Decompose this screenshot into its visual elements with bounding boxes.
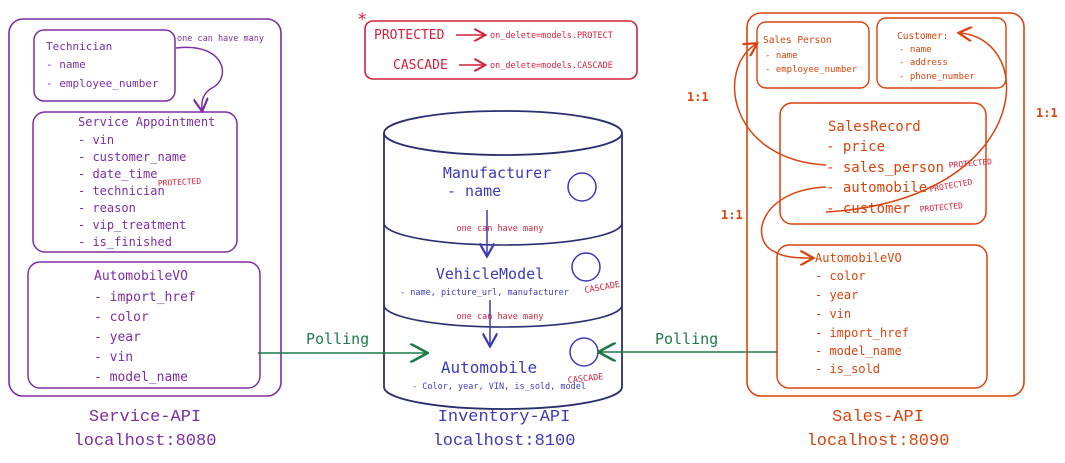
legend-cascade-label: CASCADE	[393, 58, 448, 73]
inventory-api-name: Inventory-API	[437, 408, 571, 427]
salesrecord-field: - price	[826, 139, 886, 155]
service-automobilevo-field: - year	[94, 330, 141, 345]
vehiclemodel-title: VehicleModel	[435, 265, 545, 283]
appointment-technician-tag: PROTECTED	[157, 176, 202, 188]
polling	[258, 330, 778, 353]
appointment-field: - customer_name	[78, 150, 187, 164]
salesperson-field: - employee_number	[765, 65, 858, 75]
inventory-api	[384, 111, 622, 451]
sales-automobilevo-title: AutomobileVO	[815, 251, 902, 265]
automobile-tag: CASCADE	[567, 372, 604, 386]
polling-left-label: Polling	[306, 330, 370, 348]
appointment-field: - date_time	[78, 167, 158, 181]
automobile-fields: - Color, year, VIN, is_sold, model	[412, 382, 586, 392]
service-automobilevo-title: AutomobileVO	[94, 269, 188, 284]
legend-asterisk: *	[357, 10, 368, 30]
service-api-name: Service-API	[88, 408, 202, 427]
salesrecord-tag: PROTECTED	[948, 157, 993, 170]
service-api	[9, 19, 281, 451]
legend	[357, 10, 637, 79]
sales-api-name: Sales-API	[832, 408, 924, 427]
customer-field: - address	[899, 58, 948, 68]
automobile-node-icon	[570, 338, 598, 366]
manufacturer-field: - name	[447, 182, 502, 200]
service-automobilevo-field: - model_name	[94, 370, 188, 385]
vehiclemodel-tag: CASCADE	[583, 279, 621, 296]
inventory-api-host: localhost:8100	[432, 432, 576, 451]
automobile-title: Automobile	[440, 358, 538, 377]
customer-title: Customer:	[897, 31, 949, 42]
salesrecord-field: - sales_person	[826, 160, 945, 176]
inventory-relation-1: one can have many	[456, 224, 544, 234]
inventory-relation-2: one can have many	[456, 312, 544, 322]
technician-field: - name	[46, 58, 86, 71]
customer-field: - name	[899, 45, 932, 55]
sales-ratio-right-top: 1:1	[1036, 106, 1058, 120]
salesperson-title: Sales Person	[763, 35, 832, 46]
service-api-host: localhost:8080	[73, 432, 217, 451]
appointment-field: - reason	[78, 201, 136, 215]
sales-automobilevo-field: - color	[815, 269, 866, 283]
legend-cascade-value: on_delete=models.CASCADE	[490, 61, 613, 71]
service-automobilevo-field: - import_href	[94, 290, 196, 305]
appointment-field: - vip_treatment	[78, 218, 187, 232]
technician-title: Technician	[46, 40, 113, 53]
appointment-field: - is_finished	[78, 235, 172, 249]
technician-field: - employee_number	[46, 77, 159, 90]
service-automobilevo-field: - vin	[94, 350, 134, 365]
legend-protected-label: PROTECTED	[374, 28, 445, 43]
salesrecord-title: SalesRecord	[828, 119, 921, 135]
customer-field: - phone_number	[899, 72, 975, 82]
sales-api-host: localhost:8090	[806, 432, 950, 451]
sales-automobilevo-box	[777, 245, 987, 388]
salesperson-field: - name	[765, 51, 798, 61]
sales-automobilevo-field: - vin	[815, 307, 852, 321]
sales-api	[687, 13, 1058, 451]
sales-ratio-left-top: 1:1	[687, 90, 709, 104]
polling-right-label: Polling	[655, 330, 719, 348]
service-relation-note: one can have many	[177, 34, 264, 44]
salesrecord-tag: PROTECTED	[919, 201, 964, 214]
manufacturer-node-icon	[568, 173, 596, 201]
inventory-cylinder-top	[384, 111, 622, 155]
salesrecord-tag: PROTECTED	[928, 177, 974, 194]
service-api-container	[9, 19, 281, 396]
manufacturer-title: Manufacturer	[442, 164, 552, 182]
sales-ratio-left-bottom: 1:1	[721, 208, 743, 222]
service-automobilevo-field: - color	[94, 310, 149, 325]
sales-automobilevo-field: - is_sold	[815, 362, 881, 376]
appointment-field: - technician	[78, 184, 165, 198]
salesrecord-field: - customer	[826, 201, 911, 217]
sales-automobilevo-field: - year	[815, 288, 859, 302]
vehiclemodel-node-icon	[572, 253, 600, 281]
salesrecord-to-automobilevo-arrow	[762, 187, 826, 258]
legend-protected-value: on_delete=models.PROTECT	[490, 31, 613, 41]
sales-automobilevo-field: - model_name	[815, 344, 902, 358]
appointment-title: Service Appointment	[78, 115, 216, 129]
appointment-field: - vin	[78, 133, 115, 147]
technician-to-appointment-arrow	[176, 47, 222, 110]
sales-automobilevo-field: - import_href	[815, 326, 909, 340]
vehiclemodel-fields: - name, picture_url, manufacturer	[400, 288, 569, 298]
salesrecord-field: - automobile	[826, 180, 928, 196]
